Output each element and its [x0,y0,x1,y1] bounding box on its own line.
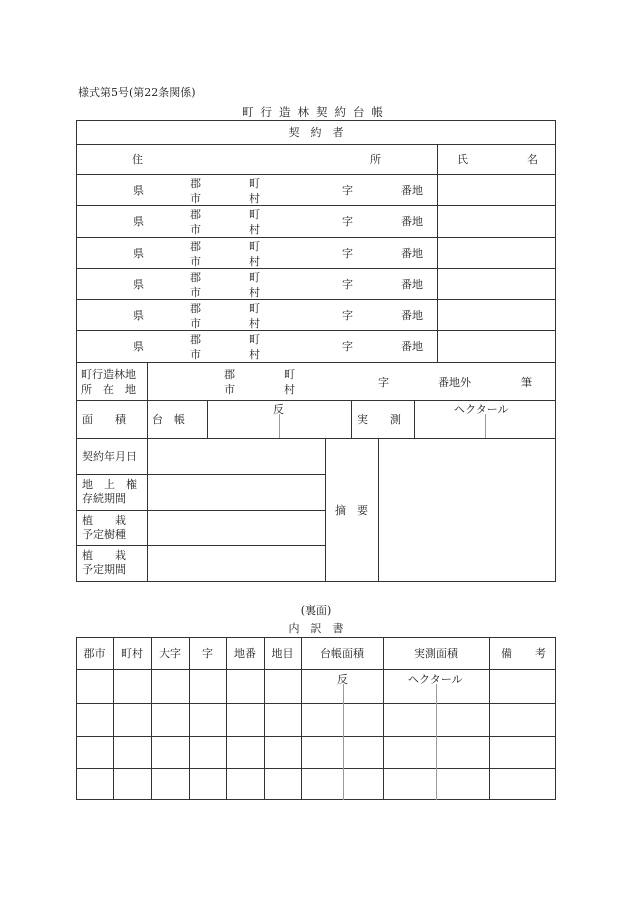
planting-period-label: 植 栽 予定期間 [82,549,126,576]
contractor-aza: 字 [342,247,353,260]
forest-machi: 町 [284,368,295,381]
contract-date-label: 契約年月日 [82,450,137,463]
col-ledger-area: 台帳面積 [320,647,364,660]
contractor-banchi: 番地 [401,278,423,291]
contractor-gun: 郡 [190,208,201,221]
contractor-machi: 町 [249,208,260,221]
survey-label: 実 測 [357,413,401,426]
contractor-banchi: 番地 [401,247,423,260]
contractor-gun: 郡 [190,177,201,190]
contractor-machi: 町 [249,271,260,284]
contractor-mura: 村 [249,348,260,361]
contractor-name-field[interactable] [438,175,555,204]
col-chiban: 地番 [234,647,256,660]
form-title: 町行造林契約台帳 [242,105,390,119]
contractor-aza: 字 [342,278,353,291]
back-tan-unit: 反 [337,673,348,686]
forest-shi: 市 [224,383,235,396]
area-label: 面 積 [82,413,126,426]
contractor-aza: 字 [342,215,353,228]
contractor-machi: 町 [249,302,260,315]
breakdown-title: 内 訳 書 [288,622,344,635]
contractor-gun: 郡 [190,240,201,253]
form-number: 様式第5号(第22条関係) [78,86,196,99]
col-aza: 字 [202,647,213,660]
contractor-ken: 県 [133,278,144,291]
address-header: 住 所 [132,153,381,166]
contractor-shi: 市 [190,348,201,361]
contractor-ken: 県 [133,184,144,197]
contractor-mura: 村 [249,317,260,330]
contractor-name-field[interactable] [438,300,555,329]
contractor-shi: 市 [190,192,201,205]
contractor-mura: 村 [249,192,260,205]
col-ooaza: 大字 [159,647,181,660]
contractor-aza: 字 [342,184,353,197]
forest-banchi-other: 番地外 [438,376,471,389]
ledger-tan-unit: 反 [273,403,284,416]
col-survey-area: 実測面積 [414,647,458,660]
contractor-ken: 県 [133,247,144,260]
forest-gun: 郡 [224,368,235,381]
summary-label: 摘 要 [335,504,368,517]
contractor-shi: 市 [190,223,201,236]
contractor-gun: 郡 [190,271,201,284]
forest-mura: 村 [284,383,295,396]
contractor-ken: 県 [133,340,144,353]
forest-hitsu: 筆 [521,376,532,389]
contractor-banchi: 番地 [401,309,423,322]
contractor-ken: 県 [133,309,144,322]
back-hectare-unit: ヘクタール [408,673,463,686]
col-remarks: 備 考 [501,647,546,660]
contractor-shi: 市 [190,317,201,330]
contractor-aza: 字 [342,340,353,353]
contractor-banchi: 番地 [401,340,423,353]
contractor-section-label: 契 約 者 [288,126,344,139]
contractor-machi: 町 [249,240,260,253]
planting-species-label: 植 栽 予定樹種 [82,514,126,541]
contractor-machi: 町 [249,333,260,346]
survey-hectare-unit: ヘクタール [454,403,509,416]
contractor-name-field[interactable] [438,206,555,235]
contractor-mura: 村 [249,223,260,236]
contractor-ken: 県 [133,215,144,228]
contractor-aza: 字 [342,309,353,322]
contractor-machi: 町 [249,177,260,190]
contractor-banchi: 番地 [401,184,423,197]
col-gunshi: 郡市 [83,647,106,660]
contractor-gun: 郡 [190,333,201,346]
contractor-name-field[interactable] [438,331,555,360]
col-chimoku: 地目 [271,647,294,660]
col-chouson: 町村 [121,647,143,660]
name-header: 氏 名 [457,153,538,166]
contractor-name-field[interactable] [438,269,555,298]
back-side-label: (裏面) [300,604,332,617]
forest-location-label: 町行造林地 所 在 地 [81,368,136,396]
ledger-label: 台 帳 [152,413,185,426]
contractor-banchi: 番地 [401,215,423,228]
contractor-shi: 市 [190,286,201,299]
contractor-mura: 村 [249,255,260,268]
forest-aza: 字 [378,376,389,389]
contractor-name-field[interactable] [438,238,555,267]
contractor-gun: 郡 [190,302,201,315]
contractor-mura: 村 [249,286,260,299]
contractor-shi: 市 [190,255,201,268]
superficies-period-label: 地 上 権 存続期間 [82,478,137,505]
